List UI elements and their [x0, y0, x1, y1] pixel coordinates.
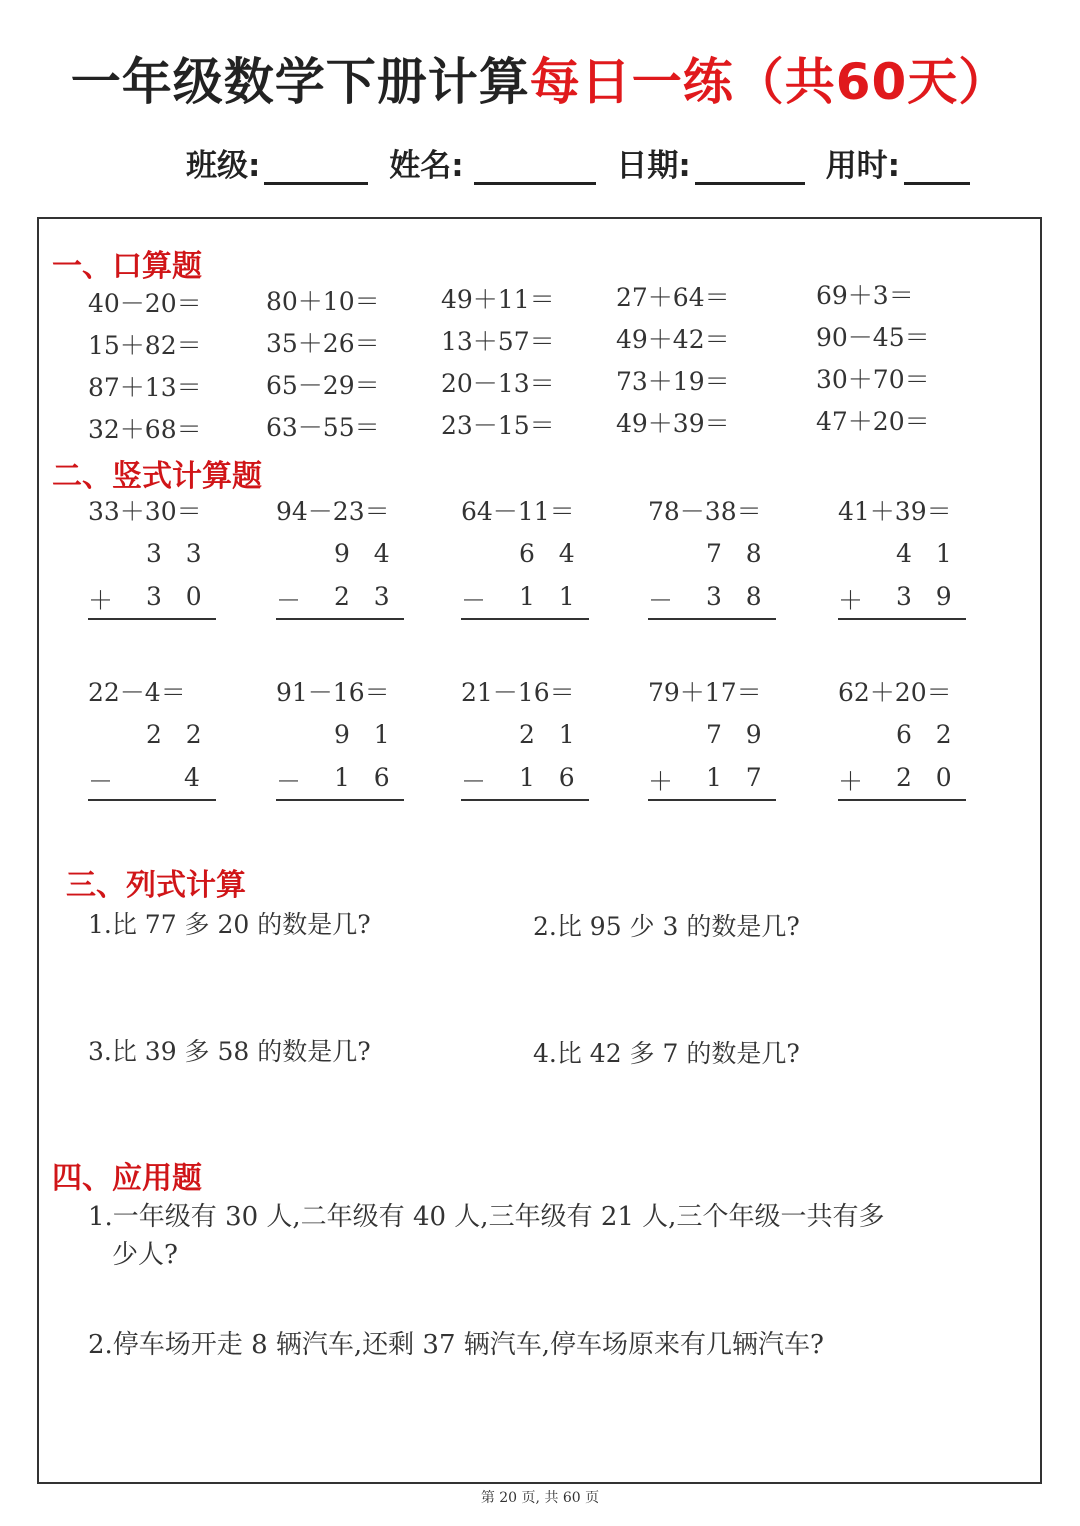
operator-sign: ＋ — [88, 586, 114, 615]
oral-problem: 49＋39＝ — [616, 409, 730, 438]
addend-digits: 1 6 — [519, 763, 575, 792]
minuend-digits: 7 9 — [706, 720, 762, 749]
vertical-equation: 33＋30＝ — [88, 497, 202, 526]
addend-digits: 1 1 — [519, 582, 575, 611]
result-line — [648, 799, 776, 801]
addend-digits: 1 7 — [706, 763, 762, 792]
date-label: 日期: — [616, 148, 691, 184]
result-line — [648, 618, 776, 620]
vertical-problem — [276, 492, 406, 615]
date-blank[interactable] — [695, 152, 805, 185]
oral-problem: 49＋42＝ — [616, 325, 730, 354]
minuend-digits: 2 2 — [146, 720, 202, 749]
result-line — [88, 799, 216, 801]
vertical-problem — [88, 492, 218, 615]
vertical-equation: 78－38＝ — [648, 497, 762, 526]
addend-digits: 3 0 — [146, 582, 202, 611]
operator-sign: － — [648, 586, 674, 615]
result-line — [838, 618, 966, 620]
equation-question-2: 2.比 95 少 3 的数是几? — [533, 912, 800, 941]
oral-problem: 40－20＝ — [88, 289, 202, 318]
title-highlight: 每日一练（共60天） — [529, 53, 1010, 111]
oral-problem: 23－15＝ — [441, 411, 555, 440]
addend-digits: 3 8 — [706, 582, 762, 611]
addend-digits: 4 — [184, 763, 200, 792]
vertical-equation: 41＋39＝ — [838, 497, 952, 526]
time-field[interactable] — [826, 140, 970, 185]
oral-problem: 87＋13＝ — [88, 373, 202, 402]
minuend-digits: 6 4 — [519, 539, 575, 568]
title-main: 一年级数学下册计算 — [70, 53, 530, 111]
time-label: 用时: — [825, 148, 901, 184]
oral-problem: 20－13＝ — [441, 369, 555, 398]
vertical-problem — [276, 673, 406, 796]
operator-sign: － — [88, 767, 114, 796]
minuend-digits: 6 2 — [896, 720, 952, 749]
vertical-problem — [461, 492, 591, 615]
word-problem-2: 2.停车场开走 8 辆汽车,还剩 37 辆汽车,停车场原来有几辆汽车? — [88, 1330, 824, 1360]
vertical-equation: 21－16＝ — [461, 678, 575, 707]
operator-sign: ＋ — [838, 586, 864, 615]
vertical-problem — [461, 673, 591, 796]
addend-digits: 2 3 — [334, 582, 390, 611]
operator-sign: － — [461, 767, 487, 796]
oral-problem: 69＋3＝ — [816, 281, 914, 310]
class-label: 班级: — [186, 148, 261, 184]
oral-problem: 13＋57＝ — [441, 327, 555, 356]
page-footer: 第 20 页, 共 60 页 — [480, 1490, 600, 1506]
operator-sign: － — [276, 767, 302, 796]
oral-problem: 32＋68＝ — [88, 415, 202, 444]
vertical-equation: 64－11＝ — [461, 497, 575, 526]
addend-digits: 1 6 — [334, 763, 390, 792]
oral-problem: 35＋26＝ — [266, 329, 380, 358]
vertical-equation: 22－4＝ — [88, 678, 186, 707]
name-blank[interactable] — [474, 152, 596, 185]
addend-digits: 3 9 — [896, 582, 952, 611]
oral-problem: 63－55＝ — [266, 413, 380, 442]
result-line — [838, 799, 966, 801]
result-line — [276, 799, 404, 801]
equation-question-4: 4.比 42 多 7 的数是几? — [533, 1039, 800, 1068]
word-problem-1-line2: 少人? — [112, 1240, 178, 1270]
equation-question-3: 3.比 39 多 58 的数是几? — [88, 1037, 371, 1066]
vertical-problem — [648, 673, 778, 796]
vertical-problem — [838, 492, 968, 615]
result-line — [461, 799, 589, 801]
result-line — [88, 618, 216, 620]
minuend-digits: 7 8 — [706, 539, 762, 568]
name-label: 姓名: — [389, 148, 464, 184]
class-blank[interactable] — [264, 152, 368, 185]
minuend-digits: 2 1 — [519, 720, 575, 749]
class-field[interactable] — [186, 140, 368, 185]
oral-problem: 30＋70＝ — [816, 365, 930, 394]
section3-heading: 三、列式计算 — [66, 868, 246, 903]
minuend-digits: 3 3 — [146, 539, 202, 568]
oral-problem: 15＋82＝ — [88, 331, 202, 360]
result-line — [461, 618, 589, 620]
vertical-equation: 94－23＝ — [276, 497, 390, 526]
student-info-row — [186, 140, 986, 185]
name-field[interactable] — [389, 140, 595, 185]
addend-digits: 2 0 — [896, 763, 952, 792]
minuend-digits: 4 1 — [896, 539, 952, 568]
oral-problem: 80＋10＝ — [266, 287, 380, 316]
section2-heading: 二、竖式计算题 — [52, 459, 262, 494]
vertical-equation: 91－16＝ — [276, 678, 390, 707]
section4-heading: 四、应用题 — [52, 1161, 202, 1196]
oral-problem: 47＋20＝ — [816, 407, 930, 436]
word-problem-1-line1: 1.一年级有 30 人,二年级有 40 人,三年级有 21 人,三个年级一共有多 — [88, 1202, 885, 1232]
oral-problem: 49＋11＝ — [441, 285, 555, 314]
operator-sign: － — [276, 586, 302, 615]
time-blank[interactable] — [904, 152, 970, 185]
vertical-problem — [838, 673, 968, 796]
section1-heading: 一、口算题 — [52, 249, 202, 284]
equation-question-1: 1.比 77 多 20 的数是几? — [88, 910, 371, 939]
vertical-equation: 79＋17＝ — [648, 678, 762, 707]
vertical-problem — [88, 673, 218, 796]
result-line — [276, 618, 404, 620]
minuend-digits: 9 1 — [334, 720, 390, 749]
date-field[interactable] — [616, 140, 804, 185]
oral-problem: 27＋64＝ — [616, 283, 730, 312]
page-title — [0, 42, 1080, 114]
oral-problem: 73＋19＝ — [616, 367, 730, 396]
operator-sign: － — [461, 586, 487, 615]
oral-problem: 90－45＝ — [816, 323, 930, 352]
minuend-digits: 9 4 — [334, 539, 390, 568]
operator-sign: ＋ — [838, 767, 864, 796]
vertical-equation: 62＋20＝ — [838, 678, 952, 707]
vertical-problem — [648, 492, 778, 615]
oral-problem: 65－29＝ — [266, 371, 380, 400]
operator-sign: ＋ — [648, 767, 674, 796]
